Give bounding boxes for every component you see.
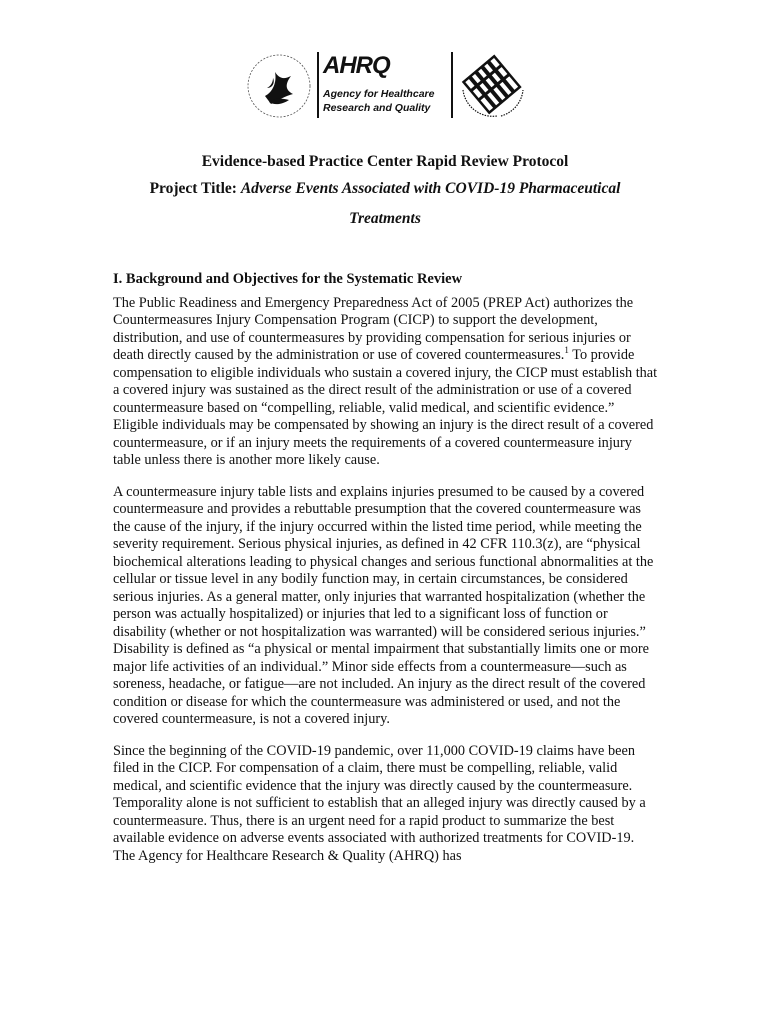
- ahrq-name-line1: Agency for Healthcare: [323, 88, 435, 100]
- document-title-block: [0, 150, 770, 234]
- hhs-seal-icon: [245, 52, 313, 120]
- paragraph-1-text-a: The Public Readiness and Emergency Preparedness Act of 2005 (PREP Act) authorizes the Countermeasures Injury Compensation Program (CICP) to support the development, distribution, and use of countermeasures by providing compensation for serious injuries or death directly caused by the administration or use of covered countermeasures.: [113, 294, 634, 363]
- section-heading: I. Background and Objectives for the Systematic Review: [113, 271, 463, 287]
- paragraph-1: [113, 295, 659, 470]
- ahrq-logo: [323, 50, 448, 120]
- header-logos: [245, 50, 530, 122]
- project-title-label: Project Title:: [149, 180, 241, 197]
- paragraph-1-text-b: To provide compensation to eligible individuals who sustain a covered injury, the CICP must establish that a covered injury was sustained as the direct result of the administration or use of a covered countermeasure based on “compelling, reliable, valid medical, and scientific evidence.” Eligible individuals may be compensated by showing an injury is the direct result of a covered countermeasure, or if an injury meets the requirements of a covered countermeasure injury table unless there is another more likely cause.: [113, 347, 658, 468]
- document-title: Evidence-based Practice Center Rapid Review Protocol: [201, 153, 569, 170]
- logo-divider: [317, 52, 319, 118]
- document-body: [113, 271, 659, 879]
- footnote-ref[interactable]: 1: [564, 345, 569, 356]
- paragraph-3: Since the beginning of the COVID-19 pandemic, over 11,000 COVID-19 claims have been filed in the CICP. For compensation of a claim, there must be compelling, reliable, valid medical, and scientific evidence that the injury was directly caused by the countermeasure. Temporality alone is not sufficient to establish that an alleged injury was directly caused by a countermeasure. Thus, there is an urgent need for a rapid product to summarize the best available evidence on adverse events associated with authorized treatments for COVID-19. The Agency for Healthcare Research & Quality (AHRQ) has: [113, 742, 646, 864]
- project-title-continuation: Treatments: [349, 210, 421, 227]
- paragraph-2: A countermeasure injury table lists and explains injuries presumed to be caused by a covered countermeasure and provides a rebuttable presumption that the covered countermeasure was the cause of the injury, if the injury occurred within the listed time period, while meeting the severity requirement. Serious physical injuries, as defined in 42 CFR 110.3(z), are “physical biochemical alterations leading to physical changes and serious functional abnormalities at the cellular or tissue level in any bodily function may, in certain circumstances, be considered serious injuries. As a general matter, only injuries that warranted hospitalization (whether the person was actually hospitalized) or injuries that led to a significant loss of function or disability (whether or not hospitalization was warranted) will be considered serious injuries.” Disability is defined as “a physical or mental impairment that substantially limits one or more major life activities of an individual.” Minor side effects from a countermeasure—such as soreness, headache, or fatigue—are not included. An injury as the direct result of the covered condition or disease for which the countermeasure was administered or used, and not the covered countermeasure, is not a covered injury.: [113, 483, 654, 727]
- epc-seal-icon: [457, 50, 529, 122]
- ahrq-wordmark: AHRQ: [323, 52, 390, 79]
- ahrq-name-line2: Research and Quality: [323, 102, 431, 114]
- project-title-text: Adverse Events Associated with COVID-19 Pharmaceutical: [240, 180, 621, 197]
- logo-divider: [451, 52, 453, 118]
- project-title-line: [0, 174, 770, 204]
